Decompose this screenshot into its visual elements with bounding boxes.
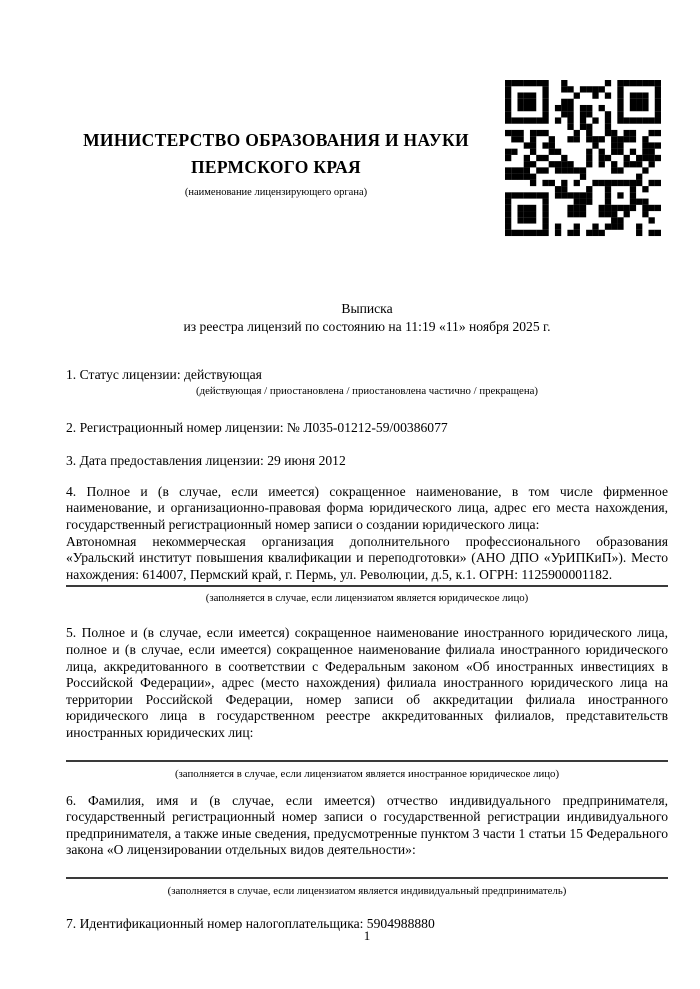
entrepreneur-question: 6. Фамилия, имя и (в случае, если имеется) отчество индивидуального предпринимателя, государственный регистрационный номер записи о государственной регистрации индивидуального предпринимателя, а также иные сведения, предусмотренные пунктом 3 части 1 статьи 15 Федерального закона «О лицензировании отдельных видов деятельности»: — [66, 792, 668, 858]
foreign-entity-blank-field — [66, 742, 668, 762]
taxpayer-number-text: 7. Идентификационный номер налогоплательщика: 5904988880 — [66, 915, 435, 931]
item-registration-number — [66, 420, 668, 437]
page-number: 1 — [363, 928, 371, 943]
ministry-name-line2: ПЕРМСКОГО КРАЯ — [191, 157, 361, 177]
entrepreneur-blank-field — [66, 859, 668, 879]
document-title-line1: Выписка — [341, 301, 393, 316]
ministry-name-line1: МИНИСТЕРСТВО ОБРАЗОВАНИЯ И НАУКИ — [83, 130, 469, 150]
legal-entity-question: 4. Полное и (в случае, если имеется) сокращенное наименование, в том числе фирменное наименование, и организационно-правовая форма юридического лица, адрес его места нахождения, государственный регистрационный номер записи о создании юридического лица: — [66, 483, 668, 532]
document-title — [66, 300, 668, 336]
qr-code-icon — [505, 79, 661, 237]
entrepreneur-note: (заполняется в случае, если лицензиатом является индивидуальный предприниматель) — [167, 884, 567, 897]
foreign-entity-note: (заполняется в случае, если лицензиатом является иностранное юридическое лицо) — [174, 767, 560, 780]
item-foreign-entity — [66, 625, 668, 781]
license-status-note: (действующая / приостановлена / приостановлена частично / прекращена) — [196, 384, 538, 397]
foreign-entity-question: 5. Полное и (в случае, если имеется) сокращенное наименование иностранного юридического лица, полное и (в случае, если имеется) сокращенное наименование филиала иностранного юридического лица, аккредитованного в соответствии с Федеральным законом «Об иностранных инвестициях в Российской Федерации», адрес (место нахождения) филиала иностранного юридического лица на территории Российской Федерации, номер записи об аккредитации филиала иностранного юридического лица в государственном реестре аккредитованных филиалов, представительств иностранных юридических лиц: — [66, 625, 668, 740]
document-body — [66, 367, 668, 932]
item-license-status — [66, 367, 668, 399]
item-individual-entrepreneur — [66, 793, 668, 899]
legal-entity-value: Автономная некоммерческая организация дополнительного профессионального образования «Уральский институт повышения квалификации и переподготовки» (АНО ДПО «УрИПКиП»). Место нахождения: 614007, Пермский край, г. Пермь, ул. Революции, д.5, к.1. ОГРН: 1125900001182. — [66, 534, 668, 588]
item-grant-date — [66, 453, 668, 470]
registration-number-text: 2. Регистрационный номер лицензии: № Л035-01212-59/00386077 — [66, 419, 448, 435]
licensing-authority-header — [62, 127, 490, 200]
item-legal-entity — [66, 484, 668, 607]
legal-entity-note: (заполняется в случае, если лицензиатом является юридическое лицо) — [205, 592, 529, 605]
authority-caption: (наименование лицензирующего органа) — [184, 187, 368, 198]
document-title-line2: из реестра лицензий по состоянию на 11:19 «11» ноября 2025 г. — [183, 319, 551, 334]
grant-date-text: 3. Дата предоставления лицензии: 29 июня 2012 — [66, 453, 346, 469]
license-status-text: 1. Статус лицензии: действующая — [66, 367, 262, 382]
